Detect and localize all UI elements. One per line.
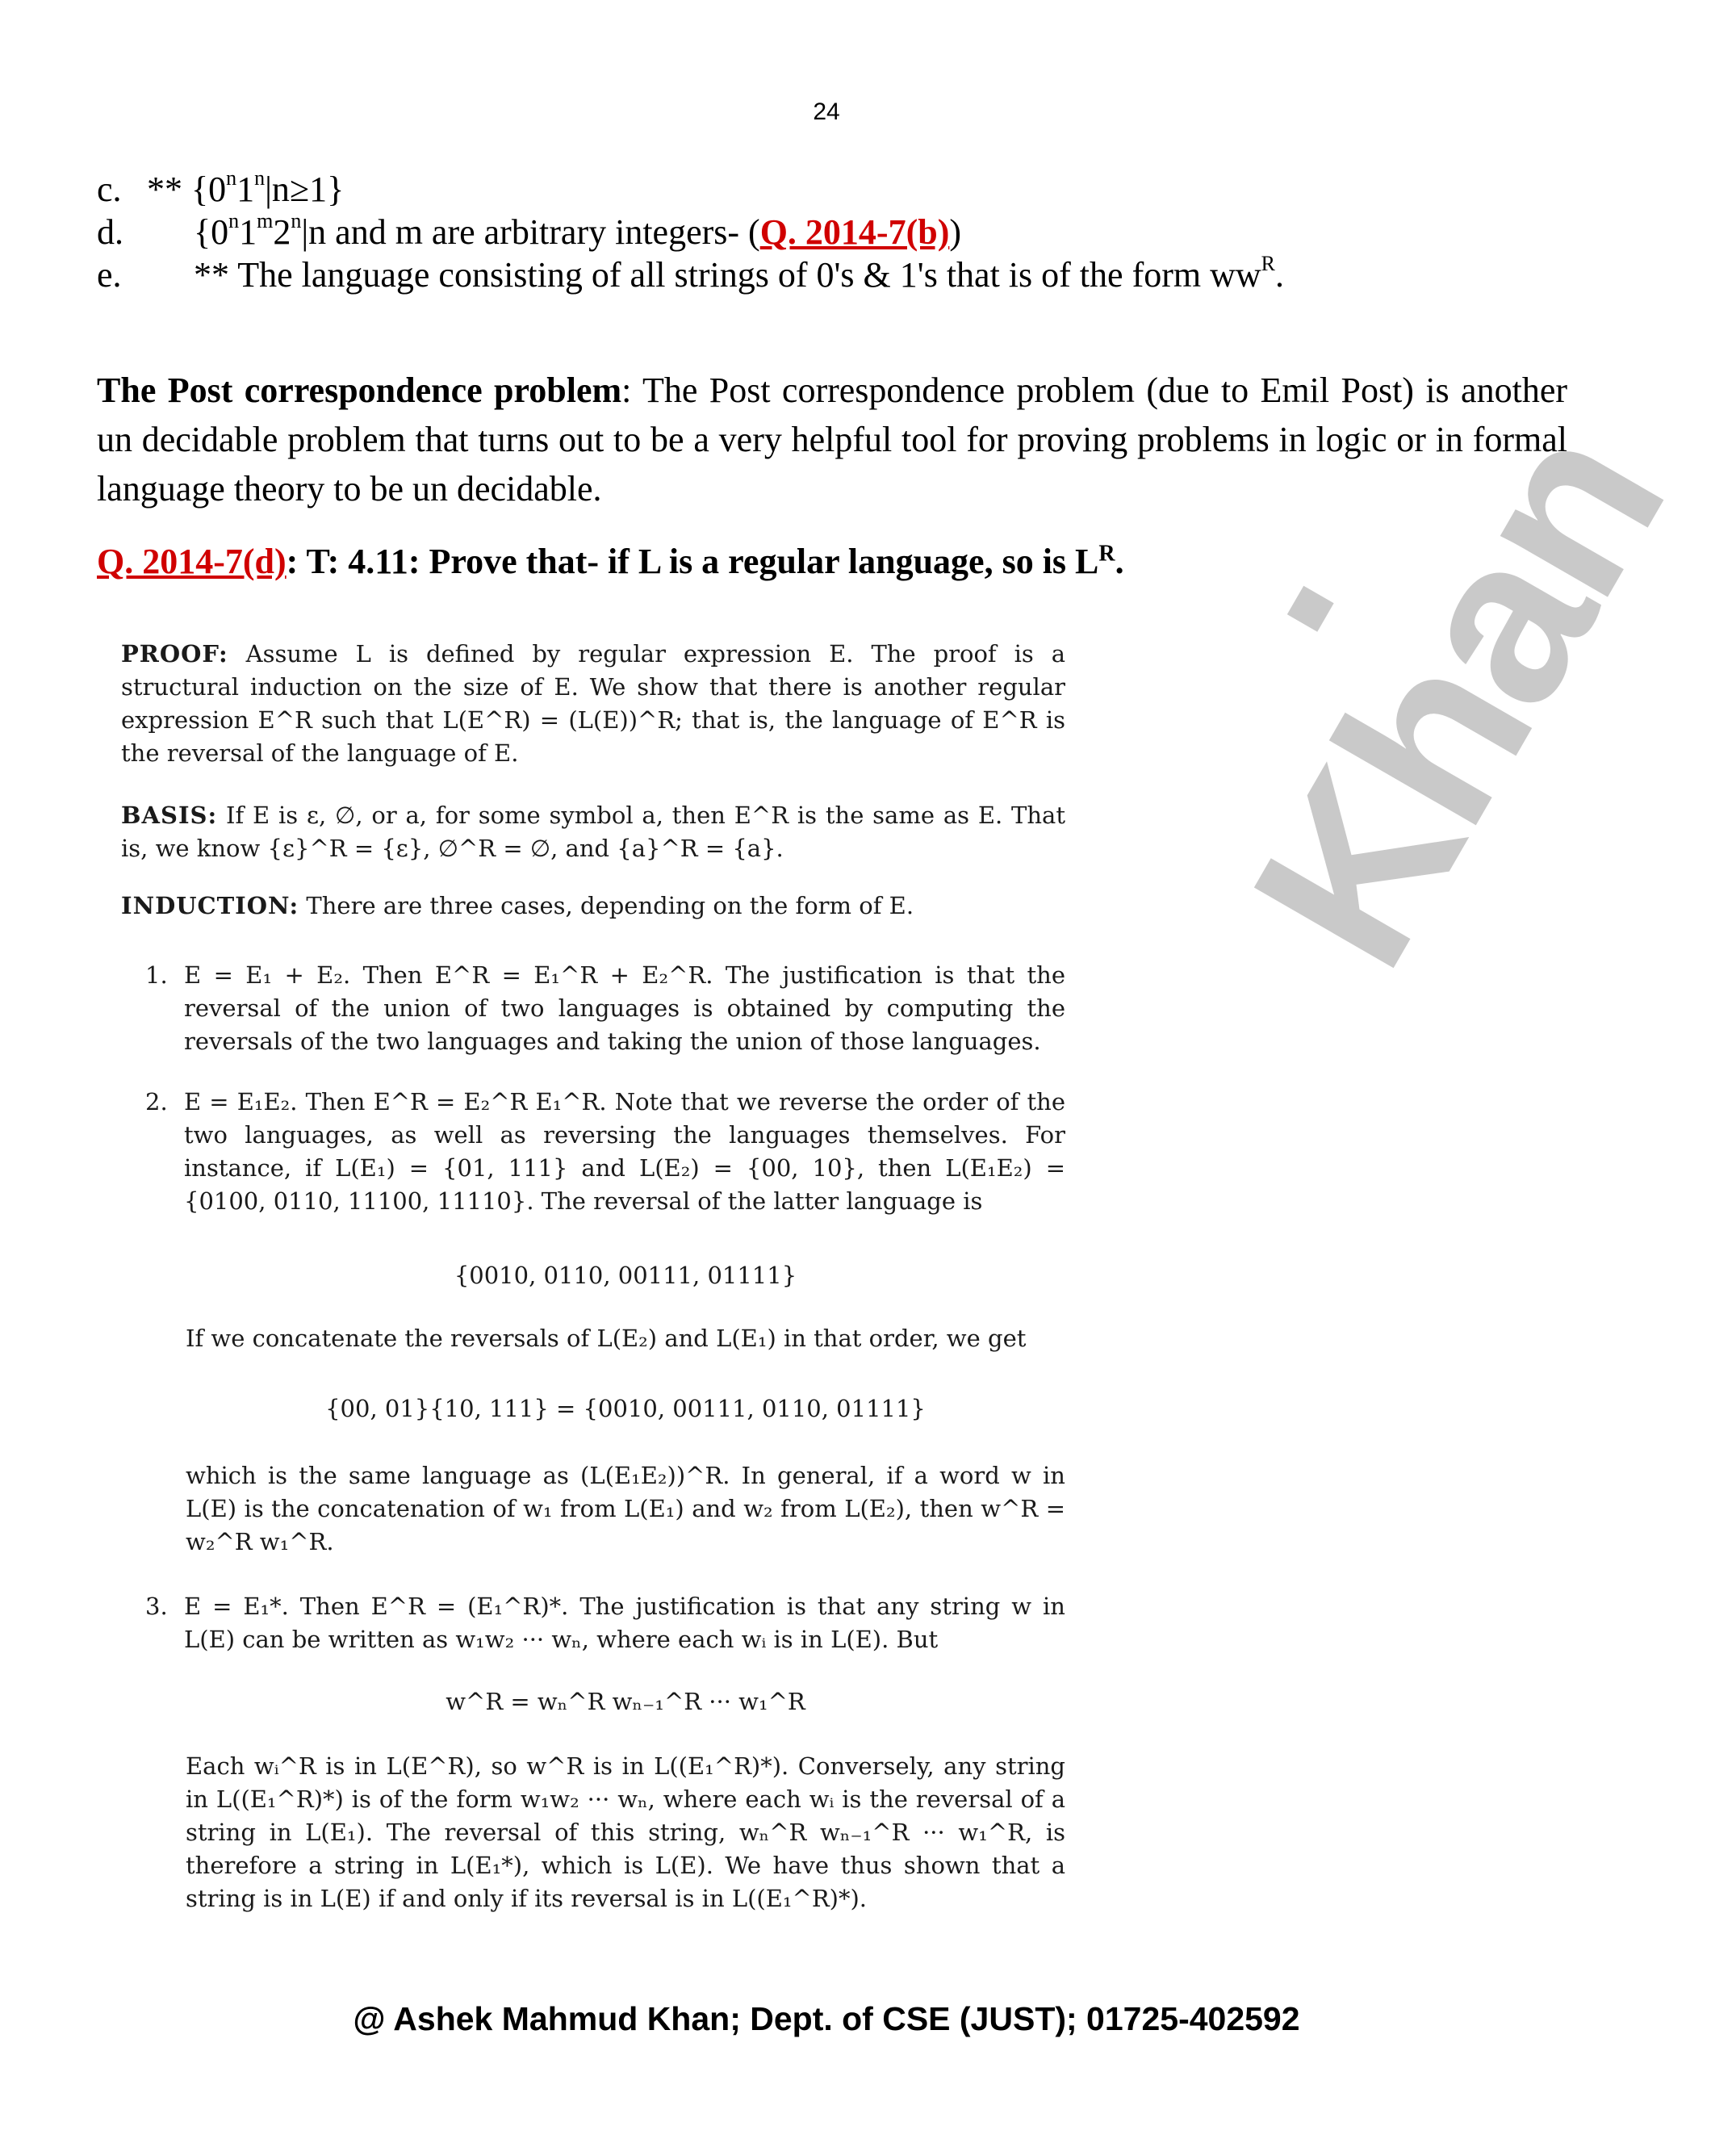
footer-credit: @ Ashek Mahmud Khan; Dept. of CSE (JUST); 01725-402592: [353, 2000, 1300, 2037]
case-3: 3. E = E₁*. Then E^R = (E₁^R)*. The justification is that any string w in L(E) can be written as w₁w₂ ··· wₙ, where each wᵢ is in L(E). But: [145, 1593, 1065, 1653]
list-item: d. {0$^n$1$^m$2$^n$|n and m are arbitrary integers- (Q. 2014-7(b)): [97, 209, 961, 252]
post-correspondence-paragraph: The Post correspondence problem: The Post correspondence problem (due to Emil Post) is another un decidable problem that turns out to be a very helpful tool for proving problems in logic or in formal language theory to be un decidable.: [97, 370, 1567, 509]
equation: w^R = wₙ^R wₙ₋₁^R ··· w₁^R: [446, 1688, 805, 1715]
list-item: e. ** The language consisting of all strings of 0's & 1's that is of the form $ww^R$.: [97, 252, 1284, 295]
case-2-conclusion: which is the same language as (L(E₁E₂))^R. In general, if a word w in L(E) is the concatenation of w₁ from L(E₁) and w₂ from L(E₂), then w^R = w₂^R w₁^R.: [186, 1462, 1065, 1555]
language-list: [97, 168, 1574, 296]
basis-paragraph: BASIS: If E is ε, ∅, or a, for some symbol a, then E^R is the same as E. That is, we know {ε}^R = {ε}, ∅^R = ∅, and {a}^R = {a}.: [121, 802, 1066, 862]
equation: {00, 01}{10, 111} = {0010, 00111, 0110, 01111}: [325, 1395, 926, 1422]
section-heading: The Post correspondence problem: [97, 370, 622, 410]
case-2: 2. E = E₁E₂. Then E^R = E₂^R E₁^R. Note that we reverse the order of the two languages, as well as reversing the languages themselves. For instance, if L(E₁) = {01, 111} and L(E₂) = {00, 10}, then L(E₁E₂) = {0100, 0110, 11100, 11110}. The reversal of the latter language is: [145, 1088, 1065, 1215]
page-number: 24: [813, 98, 840, 125]
equation: {0010, 0110, 00111, 01111}: [454, 1262, 797, 1289]
question-heading: Q. 2014-7(d): T: 4.11: Prove that- if L is a regular language, so is $L^R$.: [97, 541, 1124, 581]
question-reference-link[interactable]: Q. 2014-7(b): [759, 212, 950, 252]
case-2-continuation: If we concatenate the reversals of L(E₂) and L(E₁) in that order, we get: [186, 1325, 1027, 1352]
watermark: . Khan: [1126, 385, 1713, 1007]
proof-paragraph: PROOF: Assume L is defined by regular expression E. The proof is a structural induction on the size of E. We show that there is another regular expression E^R such that L(E^R) = (L(E))^R; that is, the language of E^R is the reversal of the language of E.: [121, 640, 1066, 767]
list-item: c. ** $\{0^n1^n|n\ge 1\}$: [97, 166, 345, 209]
induction-paragraph: INDUCTION: There are three cases, depending on the form of E.: [121, 892, 914, 919]
case-1: 1. E = E₁ + E₂. Then E^R = E₁^R + E₂^R. The justification is that the reversal of the union of two languages is obtained by computing the reversals of the two languages and taking the union of those languages.: [145, 961, 1065, 1055]
question-reference-link[interactable]: Q. 2014-7(d): [97, 542, 287, 581]
case-3-conclusion: Each wᵢ^R is in L(E^R), so w^R is in L((E₁^R)*). Conversely, any string in L((E₁^R)*) is of the form w₁w₂ ··· wₙ, where each wᵢ is the reversal of a string in L(E₁). The reversal of this string, wₙ^R wₙ₋₁^R ··· w₁^R, is therefore a string in L(E₁*), which is L(E). We have thus shown that a string is in L(E) if and only if its reversal is in L((E₁^R)*).: [186, 1752, 1065, 1912]
proof-scan: [121, 638, 1065, 1933]
